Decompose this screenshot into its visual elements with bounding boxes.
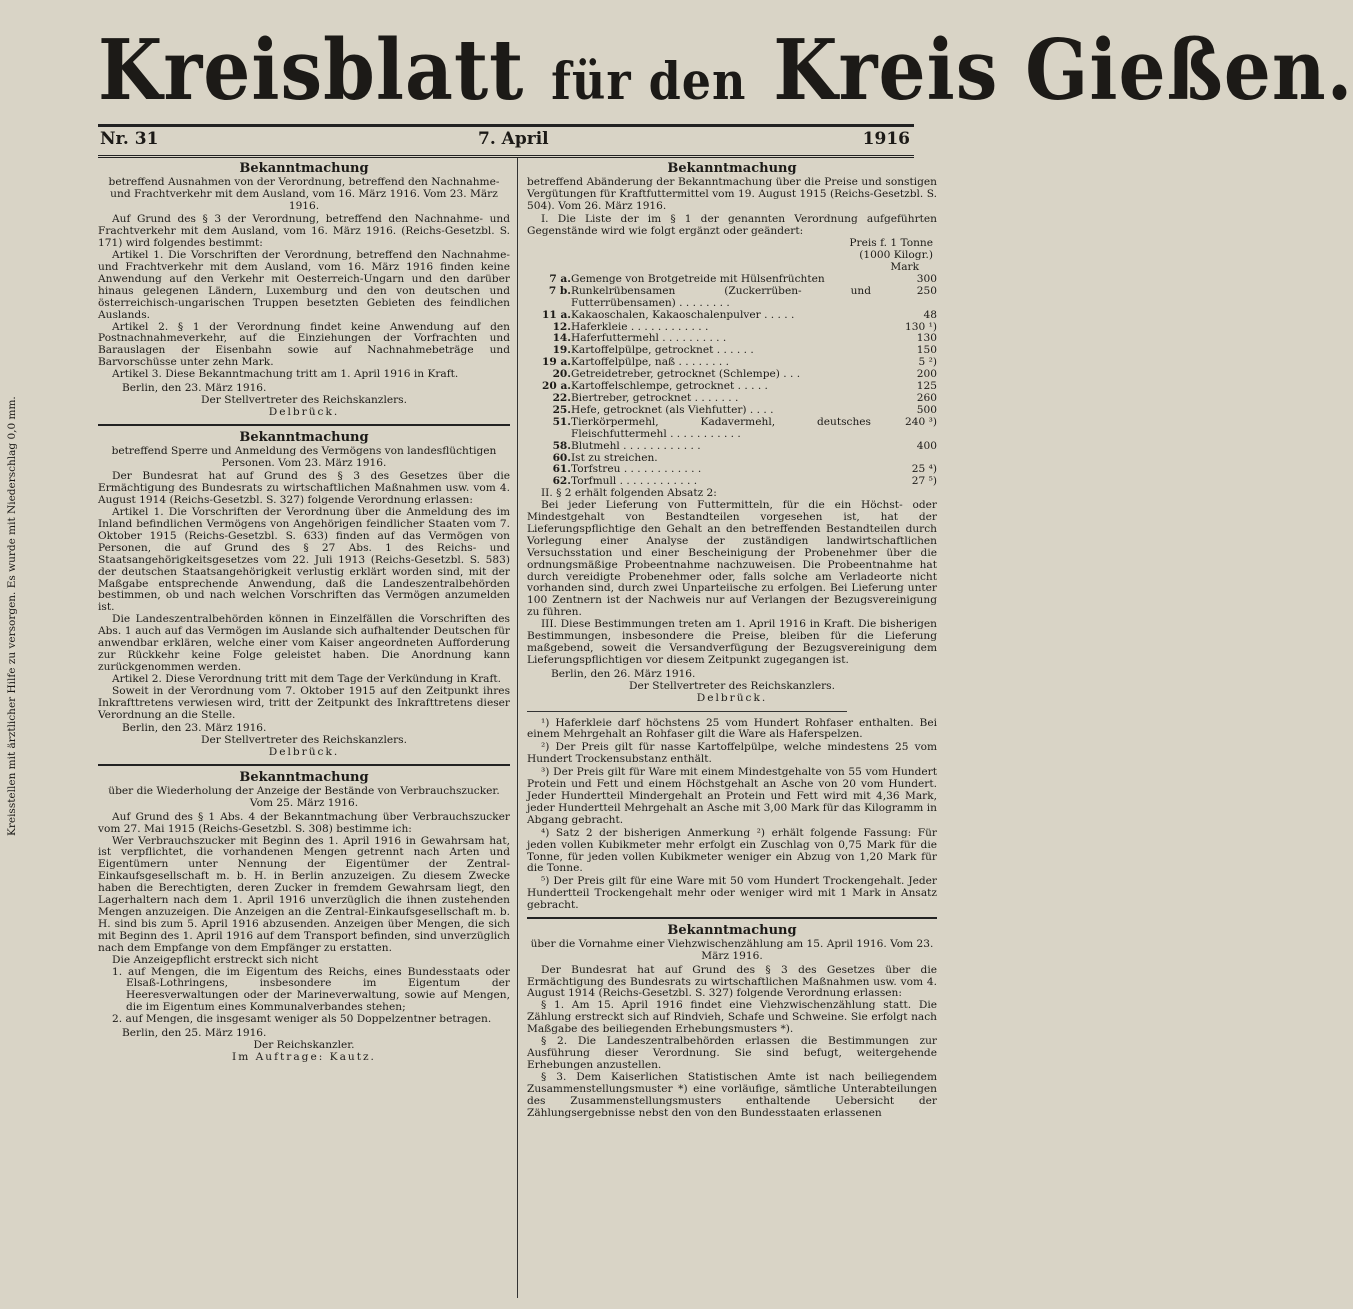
price-cell-num: 20 a. — [542, 380, 571, 393]
price-cell-price: 130 ¹) — [905, 320, 937, 333]
price-header-currency: Mark — [890, 261, 919, 274]
paragraph: II. § 2 erhält folgenden Absatz 2: — [541, 487, 717, 500]
price-cell-num: 22. — [552, 391, 571, 404]
paragraph: § 3. Dem Kaiserlichen Statistischen Amte ist nach beiliegendem Zusammenstellungsmuster *) eine vorläufige, sämtliche Unterabteilungen des Zusammenstellungsmusters enthaltende Uebersicht der Zählungsergebnisse nebst den von den Bundesstaaten erlassenen — [527, 1070, 937, 1119]
footnote: ³) Der Preis gilt für Ware mit einem Mindestgehalte von 55 vom Hundert Protein und Fett und einem Höchstgehalt an Asche von 20 vom Hundert. Jeder Hundertteil Mindergehalt an Protein und Fett wird mit 4,36 Mark, jeder Hundertteil Mehrgehalt an Asche mit 3,00 Mark für das Kilogramm in Abgang gebracht. — [527, 766, 937, 826]
footnote: ¹) Haferkleie darf höchstens 25 vom Hundert Rohfaser enthalten. Bei einem Mehrgehalt an Rohfaser gilt die Ware als Haferspelzen. — [527, 716, 937, 741]
price-cell-num: 51. — [552, 415, 571, 428]
price-header: Preis f. 1 Tonne — [849, 237, 933, 250]
notice-viehzaehlung — [527, 923, 937, 1119]
signature-name: Delbrück. — [268, 746, 340, 759]
paragraph: Artikel 1. Die Vorschriften der Verordnung, betreffend den Nachnahme- und Frachtverkehr mit dem Ausland, vom 16. März 1916 finden keine Anwendung auf den Verkehr mit Oesterreich-Ungarn und den darüber hinaus gelegenen Ländern, Luxemburg und den von deutschen und österreichisch-ungarischen Truppen besetzten Gebieten des feindlichen Auslands. — [98, 249, 510, 321]
notice-heading: Bekanntmachung — [239, 161, 369, 176]
price-cell-price: 300 — [916, 272, 937, 285]
footnote: ⁵) Der Preis gilt für eine Ware mit 50 vom Hundert Trockengehalt. Jeder Hundertteil Trockengehalt mehr oder weniger wird mit 1 Mark in Ansatz gebracht. — [527, 875, 937, 912]
paragraph: Artikel 1. Die Vorschriften der Verordnung über die Anmeldung des im Inland befindlichen Vermögens von Angehörigen feindlicher Staaten vom 7. Oktober 1915 (Reichs-Gesetzbl. S. 633) finden auf das Vermögen von Personen, die auf Grund des § 27 Abs. 1 des Reichs- und Staatsangehörigkeitsgesetzes vom 22. Juli 1913 (Reichs-Gesetzbl. S. 583) der deutschen Staatsangehörigkeit verlustig erklärt worden sind, mit der Maßgabe entsprechende Anwendung, daß die Landeszentralbehörden bestimmen, ob und nach welchen Vorschriften das Vermögen anzumelden ist. — [98, 506, 510, 614]
notice-vermoegen — [98, 430, 510, 759]
price-cell-price: 5 ²) — [918, 356, 937, 369]
price-cell-item: Kartoffelschlempe, getrocknet . . . . . — [571, 380, 768, 393]
issue-year: 1916 — [862, 129, 910, 149]
price-cell-num: 7 b. — [548, 284, 571, 297]
issue-line — [98, 124, 914, 158]
price-cell-price: 260 — [916, 391, 937, 404]
table-row — [527, 417, 937, 441]
price-cell-num: 61. — [552, 463, 571, 476]
price-cell-price: 200 — [916, 368, 937, 381]
notice-heading: Bekanntmachung — [239, 770, 369, 786]
paragraph: Die Anzeigepflicht erstreckt sich nicht — [112, 953, 319, 966]
notice-subheading: betreffend Abänderung der Bekanntmachung über die Preise und sonstigen Vergütungen für Kraftfuttermittel vom 19. August 1915 (Reichs-Gesetzbl. S. 504). Vom 26. März 1916. — [527, 176, 937, 212]
paragraph: Auf Grund des § 3 der Verordnung, betreffend den Nachnahme- und Frachtverkehr mit dem Ausland, vom 16. März 1916. (Reichs-Gesetzbl. S. 171) wird folgendes bestimmt: — [98, 213, 510, 250]
price-cell-price: 240 ³) — [905, 415, 937, 428]
price-cell-num: 11 a. — [542, 308, 571, 321]
notice-subheading: betreffend Ausnahmen von der Verordnung, betreffend den Nachnahme- und Frachtverkehr mit dem Ausland, vom 16. März 1916. Vom 23. März 1916. — [108, 176, 500, 212]
column-divider — [517, 158, 518, 1298]
masthead-title — [98, 22, 1353, 120]
price-cell-num: 60. — [552, 451, 571, 464]
price-cell-item: Torfmull . . . . . . . . . . . . — [571, 475, 698, 488]
side-margin-text: Kreisstellen mit ärztlicher Hilfe zu versorgen. Es wurde mit Niederschlag 0,0 mm. — [6, 396, 18, 836]
price-cell-item: Torfstreu . . . . . . . . . . . . — [571, 463, 702, 476]
price-cell-num: 19 a. — [542, 356, 571, 369]
price-cell-item: Gemenge von Brotgetreide mit Hülsenfrüchten — [571, 272, 825, 285]
paragraph: Bei jeder Lieferung von Futtermitteln, für die ein Höchst- oder Mindestgehalt von Bestandteilen vorgesehen ist, hat der Lieferungspflichtige den Gehalt an den betreffenden Bestandteilen durch Vorlegung einer Analyse der zuständigen landwirtschaftlichen Versuchsstation und einer Bescheinigung der Probenehmer über die ordnungsmäßige Probeentnahme nachzuweisen. Die Probeentnahme hat durch vereidigte Probenehmer oder, falls solche am Verladeorte nicht vorhanden sind, durch zwei Unparteiische zu erfolgen. Bei Lieferung unter 100 Zentnern ist der Nachweis nur auf Verlangen der Bezugsvereinigung zu führen. — [527, 499, 937, 619]
paragraph: Auf Grund des § 1 Abs. 4 der Bekanntmachung über Verbrauchszucker vom 27. Mai 1915 (Reichs-Gesetzbl. S. 308) bestimme ich: — [98, 810, 510, 835]
price-cell-num: 12. — [552, 320, 571, 333]
footnote-rule — [527, 711, 847, 712]
paragraph: § 1. Am 15. April 1916 findet eine Viehzwischenzählung statt. Die Zählung erstreckt sich auf Rindvieh, Schafe und Schweine. Sie erfolgt nach Maßgabe des beiliegenden Erhebungsmusters *). — [527, 999, 937, 1036]
paragraph: Artikel 3. Diese Bekanntmachung tritt am 1. April 1916 in Kraft. — [112, 368, 459, 381]
paragraph: Soweit in der Verordnung vom 7. Oktober 1915 auf den Zeitpunkt ihres Inkrafttretens verwiesen wird, tritt der Zeitpunkt des Inkrafttretens dieser Verordnung an die Stelle. — [98, 684, 510, 721]
footnote: ²) Der Preis gilt für nasse Kartoffelpülpe, welche mindestens 25 vom Hundert Trockensubstanz enthält. — [527, 741, 937, 766]
masthead-part3: Kreis Gießen. — [773, 22, 1353, 120]
price-cell-num: 62. — [552, 475, 571, 488]
price-cell-item: Tierkörpermehl, Kadavermehl, deutsches Fleischfuttermehl . . . . . . . . . . . — [571, 415, 871, 440]
price-cell-price: 27 ⁵) — [911, 475, 937, 488]
paragraph: Artikel 2. § 1 der Verordnung findet keine Anwendung auf den Postnachnahmeverkehr, auf die Einziehungen der Vorfrachten und Barauslagen der Eisenbahn sowie auf Nachnahmebeträge und Barvorschüsse unter zehn Mark. — [98, 320, 510, 369]
footnote: ⁴) Satz 2 der bisherigen Anmerkung ²) erhält folgende Fassung: Für jeden vollen Kubikmeter mehr erfolgt ein Zuschlag von 0,75 Mark für die Tonne, für jeden vollen Kubikmeter weniger ein Abzug von 1,20 Mark für die Tonne. — [527, 826, 937, 875]
signature-name: Im Auftrage: Kautz. — [232, 1050, 376, 1063]
signature-place-date: Berlin, den 26. März 1916. — [551, 667, 696, 680]
notice-subheading: betreffend Sperre und Anmeldung des Vermögens von landesflüchtigen Personen. Vom 23. März 1916. — [111, 444, 497, 469]
table-row — [527, 310, 937, 322]
left-column — [98, 158, 510, 1068]
signature-name: Delbrück. — [696, 691, 768, 704]
price-cell-price: 48 — [923, 308, 937, 321]
notice-heading: Bekanntmachung — [667, 923, 797, 939]
masthead-part1: Kreisblatt — [98, 22, 525, 120]
price-cell-item: Ist zu streichen. — [571, 451, 658, 464]
price-cell-num: 25. — [552, 403, 571, 416]
notice-heading: Bekanntmachung — [667, 161, 797, 176]
signature-place-date: Berlin, den 23. März 1916. — [122, 722, 267, 735]
paragraph: Artikel 2. Diese Verordnung tritt mit dem Tage der Verkündung in Kraft. — [112, 672, 501, 685]
paragraph: Der Bundesrat hat auf Grund des § 3 des Gesetzes über die Ermächtigung des Bundesrats zu wirtschaftlichen Maßnahmen usw. vom 4. August 1914 (Reichs-Gesetzbl. S. 327) folgende Verordnung erlassen: — [98, 470, 510, 507]
price-cell-item: Blutmehl . . . . . . . . . . . . — [571, 439, 701, 452]
price-cell-num: 7 a. — [549, 272, 571, 285]
right-column — [527, 158, 937, 1123]
notice-heading: Bekanntmachung — [239, 429, 369, 445]
list-item: 2. auf Mengen, die insgesamt weniger als 50 Doppelzentner betragen. — [112, 1013, 492, 1026]
price-table — [527, 274, 937, 488]
price-cell-item: Hefe, getrocknet (als Viehfutter) . . . . — [571, 403, 774, 416]
price-cell-price: 500 — [916, 403, 937, 416]
section-rule — [98, 764, 510, 766]
notice-nachnahme — [98, 161, 510, 419]
paragraph: I. Die Liste der im § 1 der genannten Verordnung aufgeführten Gegenstände wird wie folgt ergänzt oder geändert: — [527, 213, 937, 238]
price-cell-item: Kartoffelpülpe, naß . . . . . . . . — [571, 356, 729, 369]
price-cell-num: 14. — [552, 332, 571, 345]
price-cell-item: Haferkleie . . . . . . . . . . . . — [571, 320, 709, 333]
masthead-part2: für den — [551, 50, 747, 112]
paragraph: Der Bundesrat hat auf Grund des § 3 des Gesetzes über die Ermächtigung des Bundesrats zu wirtschaftlichen Maßnahmen usw. vom 4. August 1914 (Reichs-Gesetzbl. S. 327) folgende Verordnung erlassen: — [527, 963, 937, 1000]
price-cell-item: Haferfuttermehl . . . . . . . . . . — [571, 332, 727, 345]
price-cell-price: 400 — [916, 439, 937, 452]
paragraph: III. Diese Bestimmungen treten am 1. April 1916 in Kraft. Die bisherigen Bestimmungen, insbesondere die Preise, bleiben für die Lieferung maßgebend, soweit die Versandverfügung der Bezugsvereinigung dem Lieferungspflichtigen vor diesem Zeitpunkt zugegangen ist. — [527, 618, 937, 666]
price-cell-price: 25 ⁴) — [911, 463, 937, 476]
signature-place-date: Berlin, den 25. März 1916. — [122, 1027, 267, 1040]
paragraph: Wer Verbrauchszucker mit Beginn des 1. April 1916 in Gewahrsam hat, ist verpflichtet, die vorhandenen Mengen getrennt nach Arten und Eigentümern unter Nennung der Eigentümer der Zentral-Einkaufsgesellschaft m. b. H. in Berlin anzuzeigen. Zu diesem Zwecke haben die Berechtigten, deren Zucker in fremdem Gewahrsam liegt, den Lagerhaltern nach dem 1. April 1916 unverzüglich die ihnen zustehenden Mengen anzuzeigen. Die Anzeigen an die Zentral-Einkaufsgesellschaft m. b. H. sind bis zum 5. April 1916 abzusenden. Anzeigen über Mengen, die sich mit Beginn des 1. April 1916 auf dem Transport befinden, sind unverzüglich nach dem Empfange von dem Empfänger zu erstatten. — [98, 834, 510, 954]
price-cell-price: 150 — [916, 344, 937, 357]
table-row — [527, 441, 937, 453]
issue-number: Nr. 31 — [100, 129, 159, 149]
table-row — [527, 286, 937, 310]
paragraph: Die Landeszentralbehörden können in Einzelfällen die Vorschriften des Abs. 1 auch auf das Vermögen im Auslande sich aufhaltender Deutschen für anwendbar erklären, welche einer vom Kaiser angeordneten Aufforderung zur Rückkehr keine Folge geleistet haben. Die Anordnung kann zurückgenommen werden. — [98, 613, 510, 673]
section-rule — [98, 424, 510, 426]
price-cell-price: 250 — [916, 284, 937, 297]
price-cell-price: 130 — [916, 332, 937, 345]
signature-place-date: Berlin, den 23. März 1916. — [122, 382, 267, 395]
price-cell-item: Getreidetreber, getrocknet (Schlempe) . . . — [571, 368, 801, 381]
price-cell-item: Runkelrübensamen (Zuckerrüben- und Futterrübensamen) . . . . . . . . — [571, 284, 871, 309]
price-cell-num: 19. — [552, 344, 571, 357]
signature-name: Delbrück. — [268, 405, 340, 418]
table-row — [527, 405, 937, 417]
signature-role: Der Stellvertreter des Reichskanzlers. — [629, 679, 835, 692]
signature-role: Der Stellvertreter des Reichskanzlers. — [201, 734, 407, 747]
section-rule — [527, 917, 937, 919]
notice-zucker — [98, 770, 510, 1064]
price-cell-num: 58. — [552, 439, 571, 452]
price-cell-price: 125 — [916, 380, 937, 393]
price-cell-num: 20. — [552, 368, 571, 381]
signature-role: Der Stellvertreter des Reichskanzlers. — [201, 393, 407, 406]
signature-role: Der Reichskanzler. — [253, 1038, 355, 1051]
notice-subheading: über die Vornahme einer Viehzwischenzählung am 15. April 1916. Vom 23. März 1916. — [530, 938, 934, 962]
notice-kraftfutter — [527, 161, 937, 912]
price-header-unit: (1000 Kilogr.) — [859, 249, 933, 262]
price-cell-item: Biertreber, getrocknet . . . . . . . — [571, 391, 739, 404]
list-item: 1. auf Mengen, die im Eigentum des Reichs, eines Bundesstaats oder Elsaß-Lothringens, insbesondere im Eigentum der Heeresverwaltungen oder der Marineverwaltung, sowie auf Mengen, die im Eigentum eines Kommunalverbandes stehen; — [112, 965, 510, 1014]
paragraph: § 2. Die Landeszentralbehörden erlassen die Bestimmungen zur Ausführung dieser Verordnung. Sie sind befugt, weitergehende Erhebungen anzustellen. — [527, 1035, 937, 1071]
issue-date: 7. April — [478, 129, 549, 149]
notice-subheading: über die Wiederholung der Anzeige der Bestände von Verbrauchszucker. Vom 25. März 1916. — [108, 785, 500, 809]
price-cell-item: Kakaoschalen, Kakaoschalenpulver . . . . . — [571, 308, 795, 321]
price-cell-item: Kartoffelpülpe, getrocknet . . . . . . — [571, 344, 754, 357]
